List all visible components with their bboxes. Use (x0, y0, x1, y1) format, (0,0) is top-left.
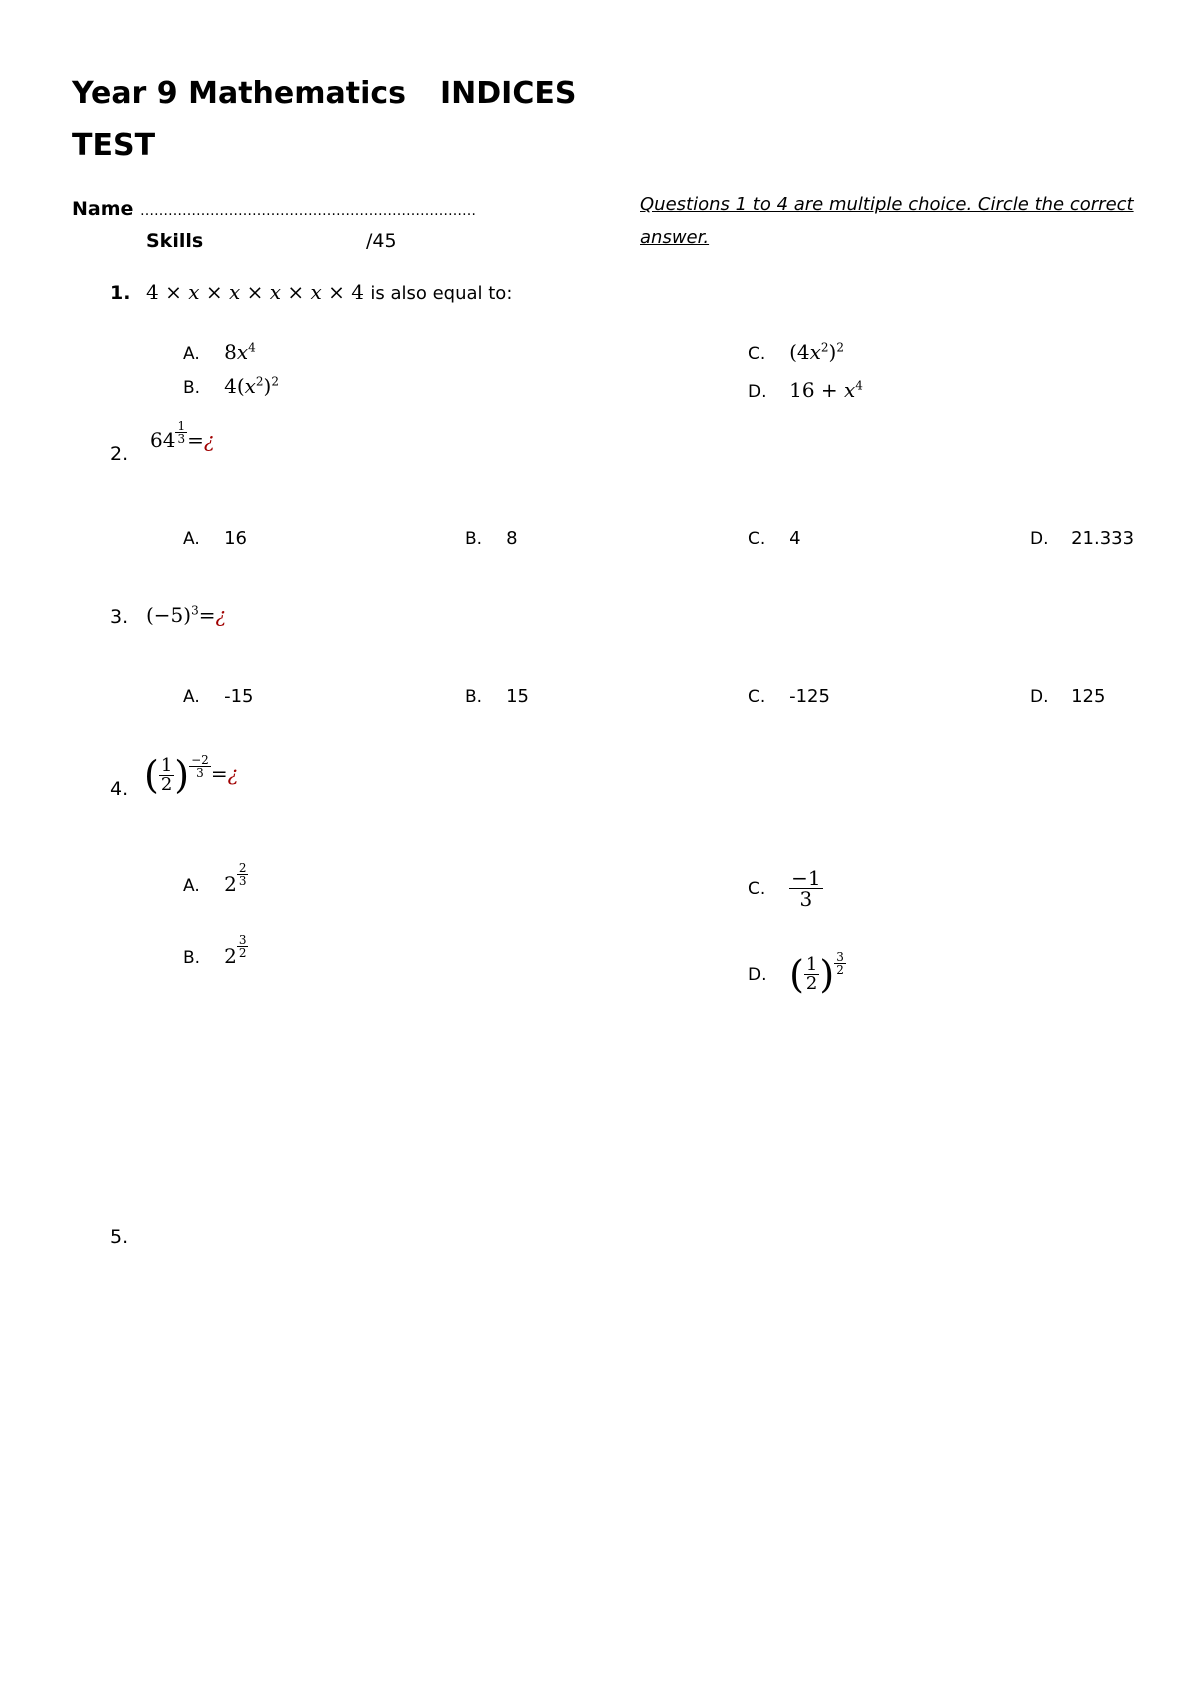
q3-b-label: B. (465, 687, 483, 707)
q2-a-value: 16 (224, 528, 247, 549)
q3-b-value: 15 (506, 686, 529, 707)
q3-option-b[interactable] (465, 686, 529, 707)
q4-expression: ( $\frac{1}{2}$ ) $\frac{-2}{3}$ =¿ (144, 753, 239, 797)
q2-option-c[interactable] (748, 528, 801, 549)
q1-option-c[interactable] (748, 340, 844, 364)
q3-d-value: 125 (1071, 686, 1106, 707)
title-text: Year 9 Mathematics (72, 76, 407, 111)
q1-option-a[interactable] (183, 340, 256, 364)
skills-score: /45 (366, 230, 397, 252)
q2-c-label: C. (748, 529, 766, 549)
q5-number: 5. (110, 1226, 129, 1248)
name-label: Name (72, 198, 134, 220)
q2-d-label: D. (1030, 529, 1049, 549)
q4-d-expr: ( $\frac{1}{2}$ ) $\frac{3}{2}$ (789, 950, 844, 996)
q3-d-label: D. (1030, 687, 1049, 707)
q4-option-c[interactable] (748, 868, 823, 909)
q3-c-value: -125 (789, 686, 830, 707)
skills-label: Skills (146, 230, 204, 252)
q1-option-d[interactable] (748, 378, 863, 402)
q2-expression: 64 $\frac{1}{3}$ =¿ (150, 419, 215, 452)
q1-c-expr: $(4x^2)^2$ (789, 340, 844, 364)
q4-c-label: C. (748, 879, 766, 899)
q1-number: 1. (110, 282, 131, 304)
q3-option-c[interactable] (748, 686, 830, 707)
name-line (72, 198, 476, 220)
q2-a-label: A. (183, 529, 200, 549)
q3-a-label: A. (183, 687, 200, 707)
q4-a-expr: 2 $\frac{2}{3}$ (224, 861, 247, 896)
q4-c-expr: $\frac{-1}{3}$ (791, 866, 821, 911)
q1-c-label: C. (748, 344, 766, 364)
instructions-note: Questions 1 to 4 are multiple choice. Circle the correct answer. (640, 194, 1134, 248)
q4-option-a[interactable] (183, 861, 248, 897)
q1-a-expr: $8x^4$ (224, 340, 256, 364)
q3-expression: $(-5)^3=¿$ (146, 603, 227, 627)
page-title (72, 76, 406, 111)
q4-b-label: B. (183, 948, 201, 968)
q3-option-d[interactable] (1030, 686, 1105, 707)
q1-b-label: B. (183, 378, 201, 398)
q4-option-d[interactable] (748, 950, 846, 996)
name-dots: ……………………………………………………………… (140, 203, 477, 219)
q4-a-label: A. (183, 876, 200, 896)
q2-b-value: 8 (506, 528, 518, 549)
q2-d-value: 21.333 (1071, 528, 1135, 549)
q4-number: 4. (110, 778, 129, 800)
q1-d-expr: $16 + x^4$ (789, 378, 863, 402)
q2-option-b[interactable] (465, 528, 518, 549)
q3-a-value: -15 (224, 686, 254, 707)
q1-a-label: A. (183, 344, 200, 364)
q4-option-b[interactable] (183, 933, 248, 969)
q2-option-d[interactable] (1030, 528, 1134, 549)
q4-b-expr: 2 $\frac{3}{2}$ (224, 933, 247, 968)
q1-b-expr: $4(x^2)^2$ (224, 374, 279, 398)
q3-number: 3. (110, 606, 129, 628)
q1-option-b[interactable] (183, 374, 279, 398)
q1-expression: 4 × x × x × x × x × 4 is also equal to: (146, 280, 513, 304)
q1-d-label: D. (748, 382, 767, 402)
q3-c-label: C. (748, 687, 766, 707)
q1-expression-text: is also equal to: (370, 283, 513, 304)
q2-c-value: 4 (789, 528, 801, 549)
q2-number: 2. (110, 443, 129, 465)
q3-option-a[interactable] (183, 686, 254, 707)
test-subtitle: TEST (72, 128, 156, 163)
topic-title: INDICES (440, 76, 577, 111)
q2-option-a[interactable] (183, 528, 247, 549)
q2-b-label: B. (465, 529, 483, 549)
q4-d-label: D. (748, 964, 767, 985)
